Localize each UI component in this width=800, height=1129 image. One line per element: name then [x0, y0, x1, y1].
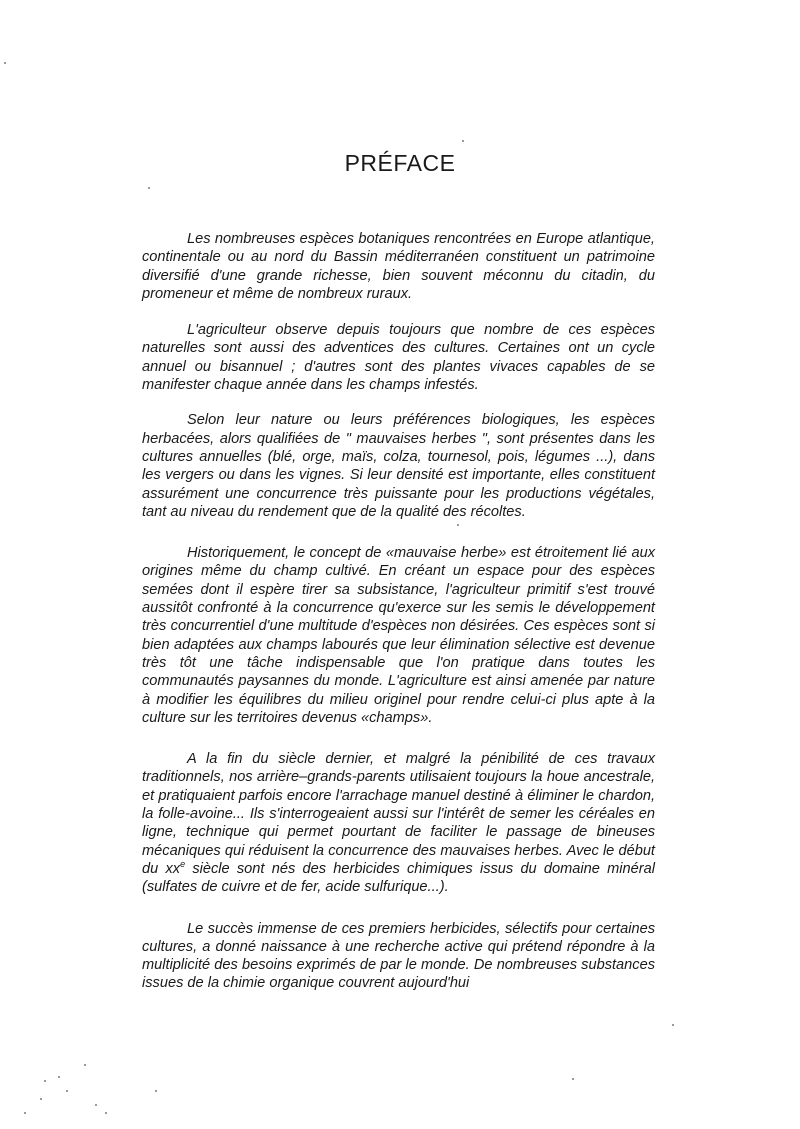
- scan-speck: [457, 524, 459, 526]
- century-superscript: e: [180, 859, 186, 870]
- scan-speck: [95, 1104, 97, 1106]
- century-numeral: xx: [165, 860, 181, 877]
- scan-speck: [58, 1076, 60, 1078]
- paragraph-6: Le succès immense de ces premiers herbicides, sélectifs pour certaines cultures, a donné naissance à une recherche active qui prétend répondre à la multiplicité des besoins exprimés de par le monde. De nombreuses substances issues de la chimie organique couvrent aujourd'hui: [142, 920, 655, 992]
- scan-speck: [66, 1090, 68, 1092]
- paragraph-5: [142, 750, 655, 896]
- scan-speck: [148, 187, 150, 189]
- paragraph-3: Selon leur nature ou leurs préférences biologiques, les espèces herbacées, alors qualifiées de " mauvaises herbes ", sont présentes dans les cultures annuelles (blé, orge, maïs, colza, tournesol, pois, légumes ...), dans les vergers ou dans les vignes. Si leur densité est importante, elles constituent assurément une concurrence très puissante pour les productions végétales, tant au niveau du rendement que de la qualité des récoltes.: [142, 412, 655, 520]
- scan-speck: [24, 1112, 26, 1114]
- body-text: [142, 230, 655, 1011]
- page-title: PRÉFACE: [344, 150, 456, 176]
- scan-speck: [40, 1098, 42, 1100]
- scan-speck: [672, 1024, 674, 1026]
- paragraph-4: Historiquement, le concept de «mauvaise herbe» est étroitement lié aux origines même du champ cultivé. En créant un espace pour des espèces semées dont il espère tirer sa subsistance, l'agriculteur primitif s'est trouvé aussitôt confronté à la concurrence qu'exerce sur les semis le développement très concurrentiel d'une multitude d'espèces non désirées. Ces espèces sont si bien adaptées aux champs labourés que leur élimination sélective est devenue très tôt une tâche indispensable que l'on pratique dans toutes les communautés paysannes du monde. L'agriculture est ainsi amenée par nature à modifier les équilibres du milieu originel pour rendre celui-ci plus apte à la culture sur les territoires devenus «champs».: [142, 545, 655, 726]
- scan-speck: [44, 1080, 46, 1082]
- paragraph-5-text: A la fin du siècle dernier, et malgré la pénibilité de ces travaux traditionnels, nos arrière–grands-parents utilisaient toujours la houe ancestrale, et pratiquaient parfois encore l'arrachage manuel destiné à éliminer le chardon, la folle-avoine... Ils s'interrogeaient aussi sur l'intérêt de semer les céréales en ligne, technique qui permet pourtant de faciliter le passage de bineuses mécaniques qui réduisent la concurrence des mauvaises herbes. Avec le début du: [142, 751, 655, 877]
- scan-speck: [155, 1090, 157, 1092]
- paragraph-2: L'agriculteur observe depuis toujours que nombre de ces espèces naturelles sont aussi des adventices des cultures. Certaines ont un cycle annuel ou bisannuel ; d'autres sont des plantes vivaces capables de se manifester chaque année dans les champs infestés.: [142, 322, 655, 394]
- paragraph-5-tail: siècle sont nés des herbicides chimiques issus du domaine minéral (sulfates de cuivre et de fer, acide sulfurique...).: [142, 860, 655, 896]
- scan-speck: [4, 62, 6, 64]
- scan-speck: [462, 140, 464, 142]
- paragraph-1: Les nombreuses espèces botaniques rencontrées en Europe atlantique, continentale ou au nord du Bassin méditerranéen constituent un patrimoine diversifié d'une grande richesse, bien souvent méconnu du citadin, du promeneur et même de nombreux ruraux.: [142, 231, 655, 302]
- scan-speck: [105, 1112, 107, 1114]
- scan-speck: [572, 1078, 574, 1080]
- scan-speck: [84, 1064, 86, 1066]
